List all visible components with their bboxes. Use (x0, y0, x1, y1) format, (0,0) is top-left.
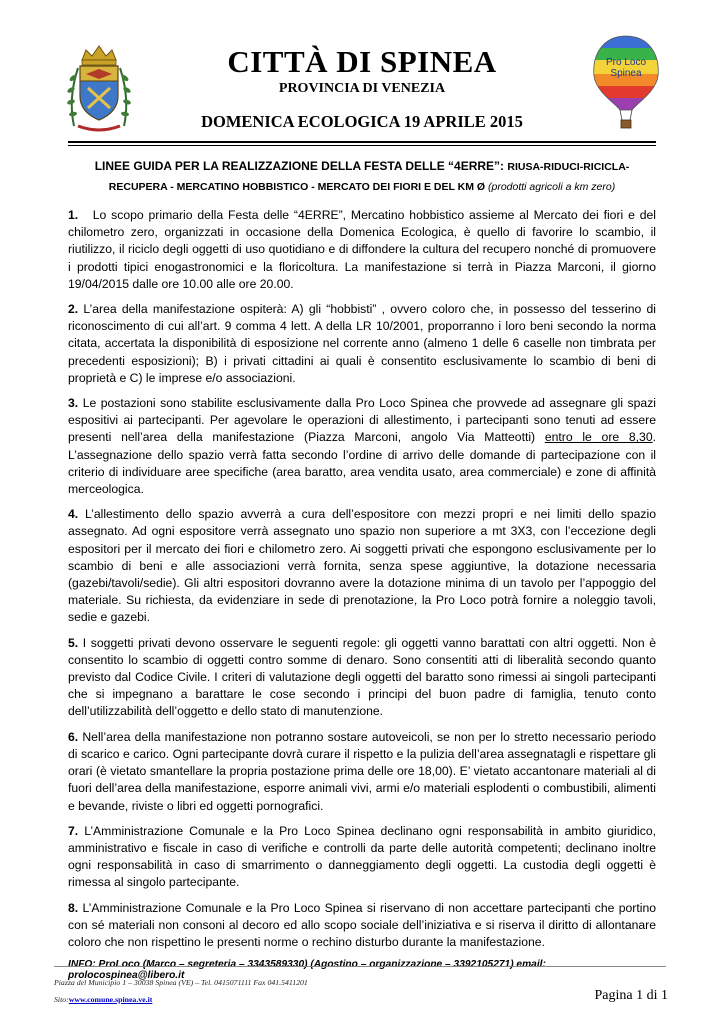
balloon-text-line1: Pro Loco (605, 57, 647, 68)
paragraph-text: L’area della manifestazione ospiterà: A) gli “hobbisti” , ovvero coloro che, in possesso del tesserino di riconoscimento di cui all’art. 9 comma 4 lett. A della LR 10/2001, proporranno i loro beni secondo la norma citata, accertata la disponibilità di esposizione nel corrente anno (almeno 1 delle 6 caselle non timbrata per precedenti esposizioni); B) i privati cittadini ai quali è consentito esclusivamente lo scambio di beni di proprietà e C) le imprese e/o associazioni. (68, 302, 656, 385)
paragraph-number: 5. (68, 635, 79, 650)
document-body (68, 207, 656, 981)
guidelines-heading (68, 157, 656, 197)
footer (54, 974, 308, 1008)
heading-part4: (prodotti agricoli a km zero) (487, 181, 616, 193)
paragraph-8 (68, 900, 656, 952)
paragraph-text: . L’assegnazione dello spazio verrà fatta secondo l’ordine di arrivo delle domande di partecipazione con il criterio di individuare aree specifiche (area baratto, area vendita usato, area commerciale) e zone di affinità merceologica. (68, 430, 656, 497)
paragraph-1 (68, 207, 656, 293)
province-label: PROVINCIA DI VENEZIA (278, 81, 446, 96)
paragraph-number: 1. (68, 208, 79, 222)
header-divider-thick (68, 141, 656, 143)
balloon-text-line2: Spinea (610, 68, 642, 79)
paragraph-number: 3. (68, 396, 79, 411)
paragraph-text: I soggetti privati devono osservare le seguenti regole: gli oggetti vanno barattati con altri oggetti. Non è consentito lo scambio di oggetti contro somme di denaro. Sono consentiti atti di liberalità secondo quanto previsto dal Codice Civile. I criteri di valutazione degli oggetti del baratto sono rimessi ai singoli partecipanti che si impegnano a barattare le cose secondo i principi del buon padre di famiglia, tenuto conto dell’utilizzabilità dell’oggetto e dello stato di manutenzione. (68, 635, 657, 719)
header-divider-thin (68, 145, 656, 146)
footer-site (54, 991, 308, 1008)
footer-address: Piazza del Municipio 1 – 30038 Spinea (VE) – Tel. 0415071111 Fax 041.5411201 (54, 978, 308, 987)
paragraph-number: 2. (68, 302, 79, 317)
paragraph-3 (68, 395, 656, 498)
paragraph-text: L’Amministrazione Comunale e la Pro Loco Spinea si riservano di non accettare partecipanti che portino con sé materiali non consoni al decoro ed allo scopo sociale dell’iniziativa e si riserva il diritto di allontanare coloro che non rispettino le presenti norme o rechino disturbo durante la manifestazione. (68, 900, 656, 949)
paragraph-text: Nell’area della manifestazione non potranno sostare autoveicoli, se non per lo stretto necessario periodo di scarico e carico. Ogni partecipante dovrà curare il rispetto e la pulizia dell’area assegnatagli e rispettare gli orari (è vietato smantellare la propria postazione prima delle ore 18,00). E’ vietato accantonare materiali al di fuori dell’area della manifestazione, esporre animali vivi, armi e/o materiali esplodenti o combustibili, alimenti e bevande, riviste o libri ed oggetti pornografici. (68, 729, 656, 813)
heading-part3: RECUPERA - MERCATINO HOBBISTICO - MERCATO DEI FIORI E DEL KM Ø (108, 181, 488, 193)
paragraph-number: 6. (68, 729, 79, 744)
paragraph-2 (68, 301, 656, 387)
proloco-balloon-logo (586, 32, 666, 132)
contact-info: INFO: ProLoco (Marco – segreteria – 3343589330) (Agostino – organizzazione – 3392105271) email: prolocospinea@libero.it (68, 959, 546, 982)
footer-divider (54, 966, 666, 967)
paragraph-5 (68, 635, 656, 721)
heading-part2: RIUSA-RIDUCI-RICICLA- (507, 161, 630, 173)
paragraph-number: 4. (68, 507, 79, 522)
paragraph-6 (68, 729, 656, 815)
footer-site-label: Sito: (54, 995, 69, 1004)
city-title: CITTÀ DI SPINEA (227, 44, 497, 79)
paragraph-text: L’Amministrazione Comunale e la Pro Loco Spinea declinano ogni responsabilità in ambito giuridico, amministrativo e fiscale in caso di verifiche e controlli da parte delle autorità competenti; declinano inoltre ogni responsabilità in caso di smarrimento o danneggiamento degli oggetti. La custodia degli oggetti è rimessa al singolo partecipante. (68, 823, 656, 890)
website-link[interactable]: www.comune.spinea.ve.it (68, 995, 153, 1004)
city-crest-logo (64, 38, 134, 138)
event-title: DOMENICA ECOLOGICA 19 APRILE 2015 (201, 112, 523, 131)
paragraph-text: L’allestimento dello spazio avverrà a cura dell’espositore con mezzi propri e nei limiti dello spazio assegnato. Ad ogni espositore verrà assegnato uno spazio non superiore a mt 3X3, con l’eccezione degli espositori per il mercato dei fiori e chilometro zero. Ai soggetti privati che espongono esclusivamente per lo scambio di beni e alle associazioni verrà fornita, senza spese aggiuntive, la dotazione necessaria (gazebi/tavoli/sedie). Gli altri espositori dovranno avere la dotazione minima di un tavolo per l’appoggio del materiale. Su richiesta, da evidenziare in sede di prenotazione, la Pro Loco potrà fornire a noleggio tavoli, sedie e gazebi. (68, 507, 656, 625)
paragraph-text: Le postazioni sono stabilite esclusivamente dalla Pro Loco Spinea che provvede ad assegnare gli spazi espositivi ai partecipanti. Per agevolare le operazioni di allestimento, i partecipanti sono tenuti ad essere presenti nell’area della manifestazione (Piazza Marconi, angolo Via Matteotti) (68, 396, 656, 445)
heading-part1: LINEE GUIDA PER LA REALIZZAZIONE DELLA FESTA DELLE “4ERRE”: (94, 159, 508, 173)
paragraph-4 (68, 506, 656, 626)
paragraph-text: Lo scopo primario della Festa delle “4ERRE”, Mercatino hobbistico assieme al Mercato dei fiori e del chilometro zero, organizzati in occasione della Domenica Ecologica, è quello di favorire lo scambio, il riutilizzo, il riciclo degli oggetti di uso quotidiano e di diffondere la cultura del recupero nonché di promuovere i prodotti tipici enogastronomici e la floricoltura. La manifestazione si terrà in Piazza Marconi, il giorno 19/04/2015 dalle ore 10.00 alle ore 20.00. (68, 208, 656, 291)
paragraph-number: 7. (68, 823, 79, 838)
page-number: Pagina 1 di 1 (594, 988, 668, 1003)
paragraph-underlined-text: entro le ore 8,30 (544, 430, 653, 445)
paragraph-7 (68, 823, 656, 892)
paragraph-number: 8. (68, 900, 79, 915)
